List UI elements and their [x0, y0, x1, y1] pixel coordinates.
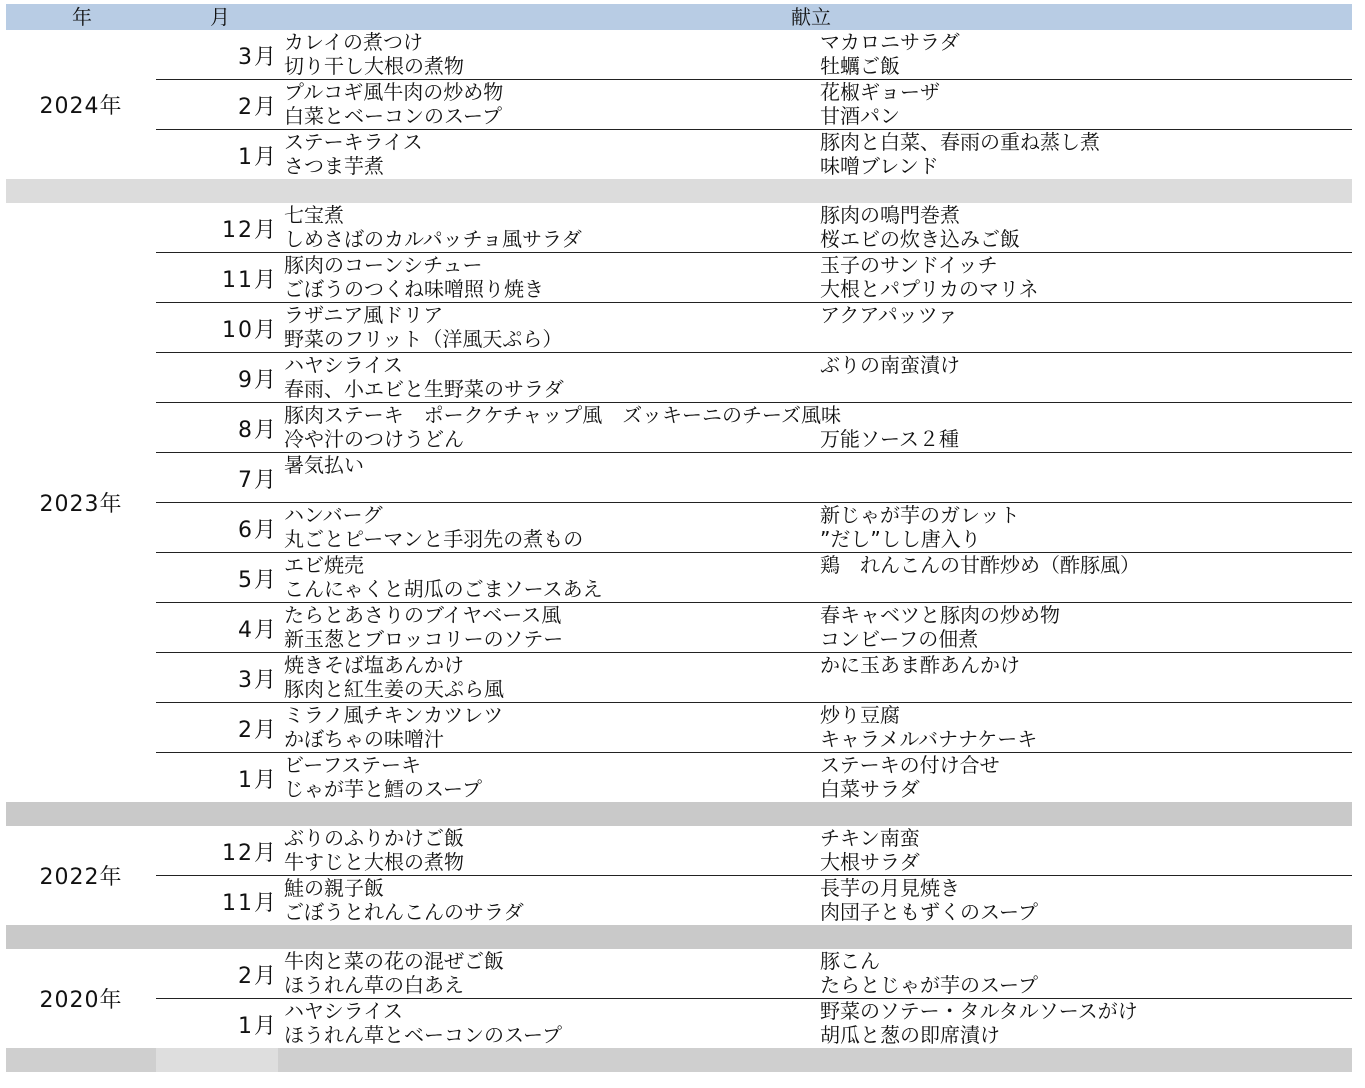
- dish-l2: 冷や汁のつけうどん: [284, 427, 464, 451]
- month-label: 9月: [238, 368, 278, 393]
- dish-l2: こんにゃくと胡瓜のごまソースあえ: [284, 577, 603, 601]
- dish-l1: 暑気払い: [284, 453, 364, 477]
- table-row: [156, 876, 1352, 925]
- dish-l1: 焼きそば塩あんかけ: [284, 653, 464, 677]
- dish-l2: ほうれん草の白あえ: [284, 973, 464, 997]
- dish-r1: ぶりの南蛮漬け: [820, 353, 960, 377]
- dish-l1: ミラノ風チキンカツレツ: [284, 703, 504, 727]
- table-body: [6, 30, 1352, 1072]
- table-row: [156, 130, 1352, 179]
- year-label: 2024年: [39, 94, 123, 119]
- dish-r1: チキン南蛮: [820, 826, 920, 850]
- dish-r1: 豚肉と白菜、春雨の重ね蒸し煮: [820, 130, 1100, 154]
- dish-l1: ステーキライス: [284, 130, 423, 154]
- table-row: [156, 949, 1352, 999]
- dish-r1: 鶏 れんこんの甘酢炒め（酢豚風）: [820, 553, 1140, 577]
- dish-l2: ごぼうのつくね味噌照り焼き: [284, 277, 544, 301]
- dish-r2: 味噌ブレンド: [820, 154, 939, 178]
- dish-l2: 豚肉と紅生姜の天ぷら風: [284, 677, 504, 701]
- dish-l2: 春雨、小エビと生野菜のサラダ: [284, 377, 564, 401]
- dish-l1: ビーフステーキ: [284, 753, 421, 777]
- dish-r1: ステーキの付け合せ: [820, 753, 1000, 777]
- dish-l1: ぶりのふりかけご飯: [284, 826, 464, 850]
- table-row: [156, 303, 1352, 353]
- year-label: 2020年: [39, 988, 123, 1013]
- dish-l1: 牛肉と菜の花の混ぜご飯: [284, 949, 504, 973]
- dish-l2: 切り干し大根の煮物: [284, 54, 464, 78]
- dish-r2: 大根サラダ: [820, 850, 920, 874]
- dish-r1: 花椒ギョーザ: [820, 80, 940, 104]
- month-label: 12月: [222, 841, 278, 866]
- header-month: 月: [210, 5, 230, 29]
- month-label: 3月: [238, 668, 278, 693]
- dish-r1: 玉子のサンドイッチ: [820, 253, 998, 277]
- table-row: [156, 203, 1352, 253]
- dish-l1: 豚肉のコーンシチュー: [284, 253, 483, 277]
- dish-l1: 七宝煮: [284, 203, 344, 227]
- year-label: 2023年: [39, 492, 123, 517]
- dish-r2: 桜エビの炊き込みご飯: [820, 227, 1020, 251]
- dish-l1: たらとあさりのブイヤベース風: [284, 603, 562, 627]
- dish-r1: マカロニサラダ: [820, 30, 960, 54]
- dish-r2: 万能ソース２種: [820, 427, 959, 451]
- month-label: 10月: [222, 318, 278, 343]
- dish-l2: じゃが芋と鱈のスープ: [284, 777, 482, 801]
- table-row: [156, 603, 1352, 653]
- table-row: [156, 353, 1352, 403]
- dish-l1: カレイの煮つけ: [284, 30, 423, 54]
- month-label: 11月: [222, 891, 278, 916]
- dish-r2: たらとじゃが芋のスープ: [820, 973, 1038, 997]
- dish-l2: 野菜のフリット（洋風天ぷら）: [284, 327, 563, 351]
- year-separator: [6, 802, 1352, 826]
- table-row: [156, 503, 1352, 553]
- dish-r2: コンビーフの佃煮: [820, 627, 979, 651]
- dish-l1: ハヤシライス: [284, 999, 403, 1023]
- dish-l1: プルコギ風牛肉の炒め物: [284, 80, 504, 104]
- dish-r2: キャラメルバナナケーキ: [820, 727, 1038, 751]
- month-label: 6月: [238, 518, 278, 543]
- dish-r1: 春キャベツと豚肉の炒め物: [820, 603, 1060, 627]
- table-row: [156, 403, 1352, 453]
- dish-r1: 長芋の月見焼き: [820, 876, 960, 900]
- table-row: [156, 553, 1352, 603]
- month-label: 1月: [238, 768, 278, 793]
- table-row: [156, 753, 1352, 802]
- table-header: [6, 4, 1352, 30]
- dish-l2: 新玉葱とブロッコリーのソテー: [284, 627, 564, 651]
- dish-l2: 白菜とベーコンのスープ: [284, 104, 502, 128]
- dish-r1: かに玉あま酢あんかけ: [820, 653, 1020, 677]
- month-label: 2月: [238, 95, 278, 120]
- month-label: 2月: [238, 964, 278, 989]
- year-separator: [6, 179, 1352, 203]
- year-block: [6, 949, 1352, 1048]
- dish-l2: 牛すじと大根の煮物: [284, 850, 464, 874]
- dish-r1: 野菜のソテー・タルタルソースがけ: [820, 999, 1138, 1023]
- dish-l1: 鮭の親子飯: [284, 876, 384, 900]
- dish-r2: 牡蠣ご飯: [820, 54, 900, 78]
- month-label: 1月: [238, 145, 278, 170]
- month-label: 7月: [238, 468, 278, 493]
- dish-l1: ラザニア風ドリア: [284, 303, 444, 327]
- dish-l1: エビ焼売: [284, 553, 364, 577]
- table-row: [156, 30, 1352, 80]
- dish-l2: さつま芋煮: [284, 154, 384, 178]
- dish-l1: ハヤシライス: [284, 353, 403, 377]
- dish-r2: ”だし”しし唐入り: [820, 527, 981, 551]
- dish-r2: 肉団子ともずくのスープ: [820, 900, 1038, 924]
- table-row: [156, 653, 1352, 703]
- table-row: [156, 80, 1352, 130]
- dish-r1: 豚こん: [820, 949, 880, 973]
- month-label: 12月: [222, 218, 278, 243]
- month-label: 4月: [238, 618, 278, 643]
- month-label: 3月: [238, 45, 278, 70]
- year-block: [6, 30, 1352, 179]
- year-label: 2022年: [39, 865, 123, 890]
- dish-r2: 大根とパプリカのマリネ: [820, 277, 1039, 301]
- month-label: 8月: [238, 418, 278, 443]
- dish-r1: 新じゃが芋のガレット: [820, 503, 1020, 527]
- month-label: 11月: [222, 268, 278, 293]
- table-row: [156, 703, 1352, 753]
- dish-r1: アクアパッツァ: [820, 303, 958, 327]
- dish-r2: 胡瓜と葱の即席漬け: [820, 1023, 1000, 1047]
- dish-l2: しめさばのカルパッチョ風サラダ: [284, 227, 582, 251]
- month-label: 2月: [238, 718, 278, 743]
- dish-r1: 豚肉の鳴門巻煮: [820, 203, 960, 227]
- year-block: [6, 203, 1352, 802]
- dish-l2: 丸ごとピーマンと手羽先の煮もの: [284, 527, 584, 551]
- month-label: 5月: [238, 568, 278, 593]
- dish-r1: 炒り豆腐: [820, 703, 900, 727]
- year-block: [6, 826, 1352, 925]
- dish-l1: 豚肉ステーキ ポークケチャップ風 ズッキーニのチーズ風味: [284, 403, 841, 427]
- header-menu: 献立: [791, 5, 831, 29]
- table-row: [156, 253, 1352, 303]
- table-row: [156, 453, 1352, 503]
- month-label: 1月: [238, 1014, 278, 1039]
- dish-l2: ほうれん草とベーコンのスープ: [284, 1023, 562, 1047]
- menu-table: [6, 4, 1352, 1072]
- dish-r2: 白菜サラダ: [820, 777, 920, 801]
- table-row: [156, 999, 1352, 1048]
- dish-l1: ハンバーグ: [284, 503, 383, 527]
- dish-r2: 甘酒パン: [820, 104, 900, 128]
- table-row: [156, 826, 1352, 876]
- footer-cell: [156, 1048, 278, 1072]
- dish-l2: かぼちゃの味噌汁: [284, 727, 444, 751]
- dish-l2: ごぼうとれんこんのサラダ: [284, 900, 524, 924]
- header-year: 年: [72, 5, 92, 29]
- year-separator: [6, 925, 1352, 949]
- table-footer: [6, 1048, 1352, 1072]
